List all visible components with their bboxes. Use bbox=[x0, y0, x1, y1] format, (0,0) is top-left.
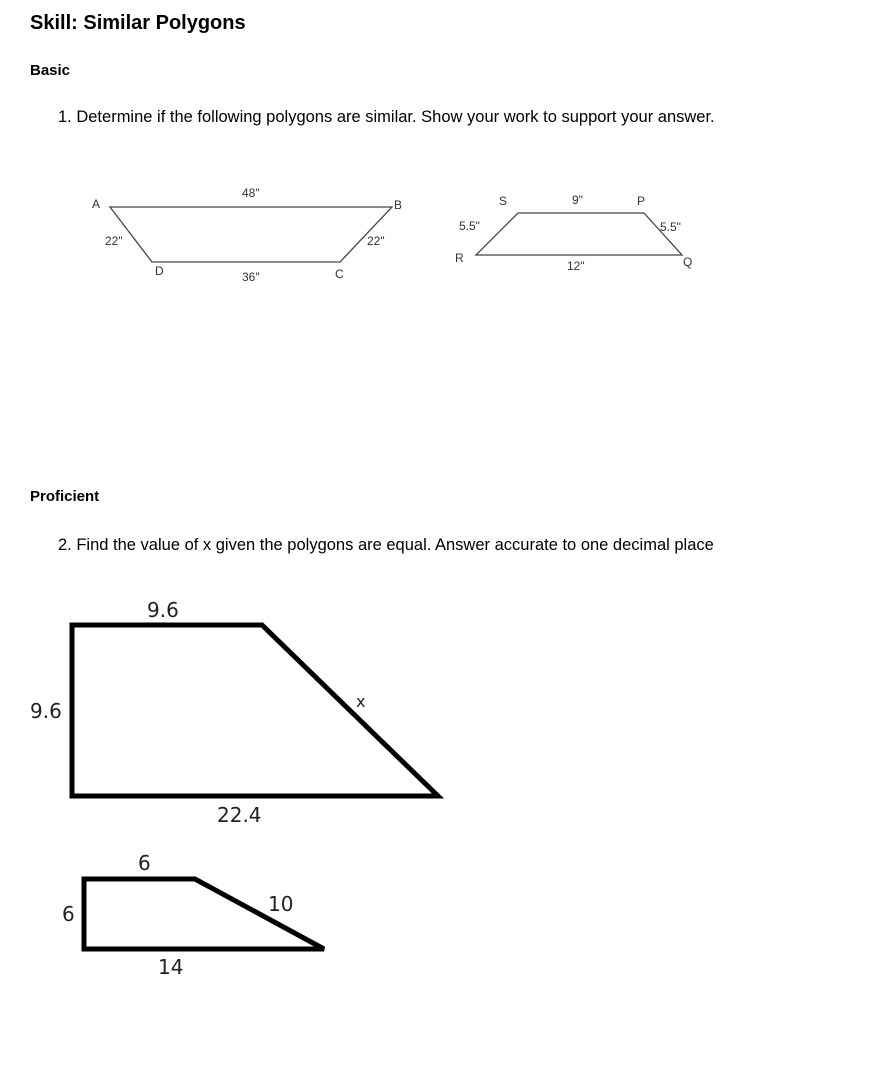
side-ab-label: 48" bbox=[242, 186, 260, 200]
vertex-c: C bbox=[335, 267, 344, 281]
vertex-d: D bbox=[155, 264, 164, 278]
large-top-label: 9.6 bbox=[147, 598, 179, 622]
trapezoid-abcd bbox=[92, 186, 402, 284]
vertex-q: Q bbox=[683, 255, 693, 269]
vertex-a: A bbox=[92, 197, 101, 211]
side-sp-label: 9" bbox=[572, 193, 583, 207]
small-trapezoid bbox=[62, 851, 324, 979]
page-title: Skill: Similar Polygons bbox=[30, 12, 246, 34]
large-trapezoid bbox=[30, 598, 438, 827]
trapezoid-spqr bbox=[455, 193, 692, 273]
small-slant-label: 10 bbox=[268, 892, 294, 916]
small-bottom-label: 14 bbox=[158, 955, 184, 979]
side-ad-label: 22" bbox=[105, 234, 123, 248]
large-left-label: 9.6 bbox=[30, 699, 62, 723]
question-2: 2. Find the value of x given the polygons are equal. Answer accurate to one decimal place bbox=[58, 536, 714, 554]
side-pq-label: 5.5" bbox=[660, 220, 681, 234]
small-top-label: 6 bbox=[138, 851, 151, 875]
question-1: 1. Determine if the following polygons are similar. Show your work to support your answer. bbox=[58, 108, 715, 126]
vertex-s: S bbox=[499, 194, 508, 208]
section-basic-heading: Basic bbox=[30, 62, 71, 79]
large-slant-label: x bbox=[356, 692, 366, 711]
large-bottom-label: 22.4 bbox=[217, 803, 262, 827]
side-rs-label: 5.5" bbox=[459, 219, 480, 233]
section-proficient-heading: Proficient bbox=[30, 488, 100, 505]
vertex-p: P bbox=[637, 194, 646, 208]
vertex-r: R bbox=[455, 251, 464, 265]
vertex-b: B bbox=[394, 198, 403, 212]
small-left-label: 6 bbox=[62, 902, 75, 926]
side-dc-label: 36" bbox=[242, 270, 260, 284]
side-bc-label: 22" bbox=[367, 234, 385, 248]
side-rq-label: 12" bbox=[567, 259, 585, 273]
